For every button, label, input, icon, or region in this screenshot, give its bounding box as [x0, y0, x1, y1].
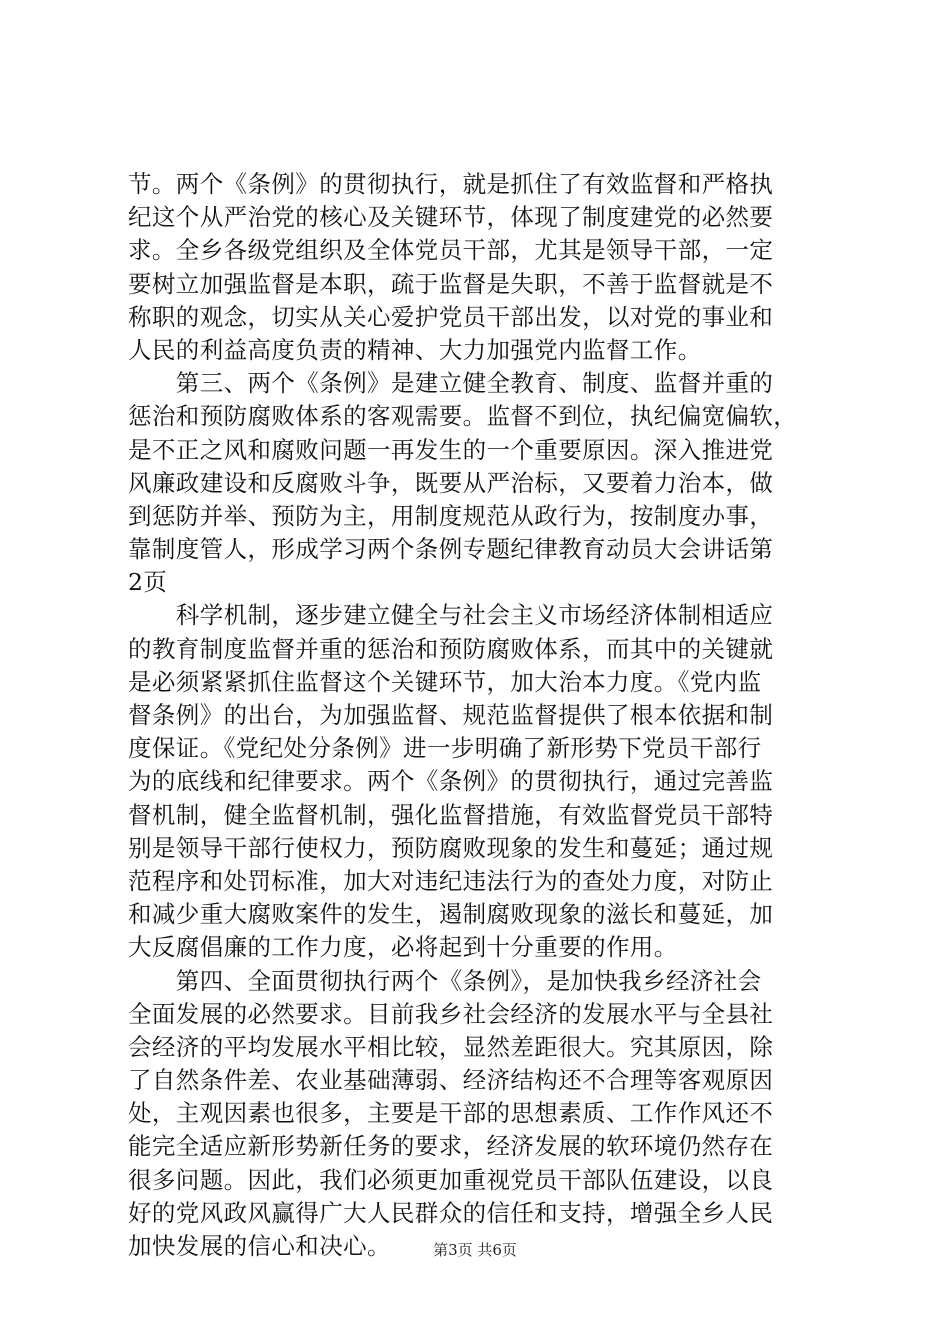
text-line: 督机制，健全监督机制，强化监督措施，有效监督党员干部特: [128, 800, 774, 829]
text-line: 人民的利益高度负责的精神、大力加强党内监督工作。: [128, 335, 702, 364]
text-line: 到惩防并举、预防为主，用制度规范从政行为，按制度办事，: [128, 501, 774, 530]
text-line: 求。全乡各级党组织及全体党员干部，尤其是领导干部，一定: [128, 236, 774, 265]
text-line: 靠制度管人，形成学习两个条例专题纪律教育动员大会讲话第: [128, 535, 774, 564]
text-line: 科学机制，逐步建立健全与社会主义市场经济体制相适应: [128, 601, 774, 630]
text-line: 了自然条件差、农业基础薄弱、经济结构还不合理等客观原因: [128, 1066, 774, 1095]
text-line: 为的底线和纪律要求。两个《条例》的贯彻执行，通过完善监: [128, 767, 774, 796]
text-line: 大反腐倡廉的工作力度，必将起到十分重要的作用。: [128, 933, 678, 962]
text-line: 是必须紧紧抓住监督这个关键环节，加大治本力度。《党内监: [128, 667, 762, 696]
text-line: 节。两个《条例》的贯彻执行，就是抓住了有效监督和严格执: [128, 170, 774, 198]
text-line: 的教育制度监督并重的惩治和预防腐败体系，而其中的关键就: [128, 634, 774, 663]
text-line: 度保证。《党纪处分条例》进一步明确了新形势下党员干部行: [128, 734, 762, 763]
text-line: 是不正之风和腐败问题一再发生的一个重要原因。深入推进党: [128, 435, 774, 464]
page-footer: 第3页 共6页: [433, 1241, 517, 1259]
text-line: 会经济的平均发展水平相比较，显然差距很大。究其原因，除: [128, 1032, 774, 1061]
text-line: 要树立加强监督是本职，疏于监督是失职，不善于监督就是不: [128, 269, 774, 298]
text-line: 惩治和预防腐败体系的客观需要。监督不到位，执纪偏宽偏软，: [128, 402, 798, 431]
text-line: 风廉政建设和反腐败斗争，既要从严治标，又要着力治本，做: [128, 468, 774, 497]
text-line: 和减少重大腐败案件的发生，遏制腐败现象的滋长和蔓延，加: [128, 900, 774, 929]
text-line: 纪这个从严治党的核心及关键环节，体现了制度建党的必然要: [128, 203, 774, 232]
text-line: 处，主观因素也很多，主要是干部的思想素质、工作作风还不: [128, 1099, 774, 1128]
text-line: 督条例》的出台，为加强监督、规范监督提供了根本依据和制: [128, 701, 774, 729]
text-line: 别是领导干部行使权力，预防腐败现象的发生和蔓延；通过规: [128, 833, 774, 862]
text-line: 很多问题。因此，我们必须更加重视党员干部队伍建设，以良: [128, 1165, 774, 1194]
text-line: 范程序和处罚标准，加大对违纪违法行为的查处力度，对防止: [128, 866, 774, 895]
text-line: 全面发展的必然要求。目前我乡社会经济的发展水平与全县社: [128, 999, 774, 1028]
text-line: 称职的观念，切实从关心爱护党员干部出发，以对党的事业和: [128, 302, 774, 331]
text-line: 能完全适应新形势新任务的要求，经济发展的软环境仍然存在: [128, 1132, 774, 1161]
text-line: 第三、两个《条例》是建立健全教育、制度、监督并重的: [128, 369, 774, 398]
body-text: [128, 168, 828, 1263]
text-line: 加快发展的信心和决心。: [128, 1232, 391, 1260]
text-line: 好的党风政风赢得广大人民群众的信任和支持，增强全乡人民: [128, 1198, 774, 1227]
text-line: 2页: [128, 568, 168, 597]
text-line: 第四、全面贯彻执行两个《条例》，是加快我乡经济社会: [128, 966, 762, 995]
